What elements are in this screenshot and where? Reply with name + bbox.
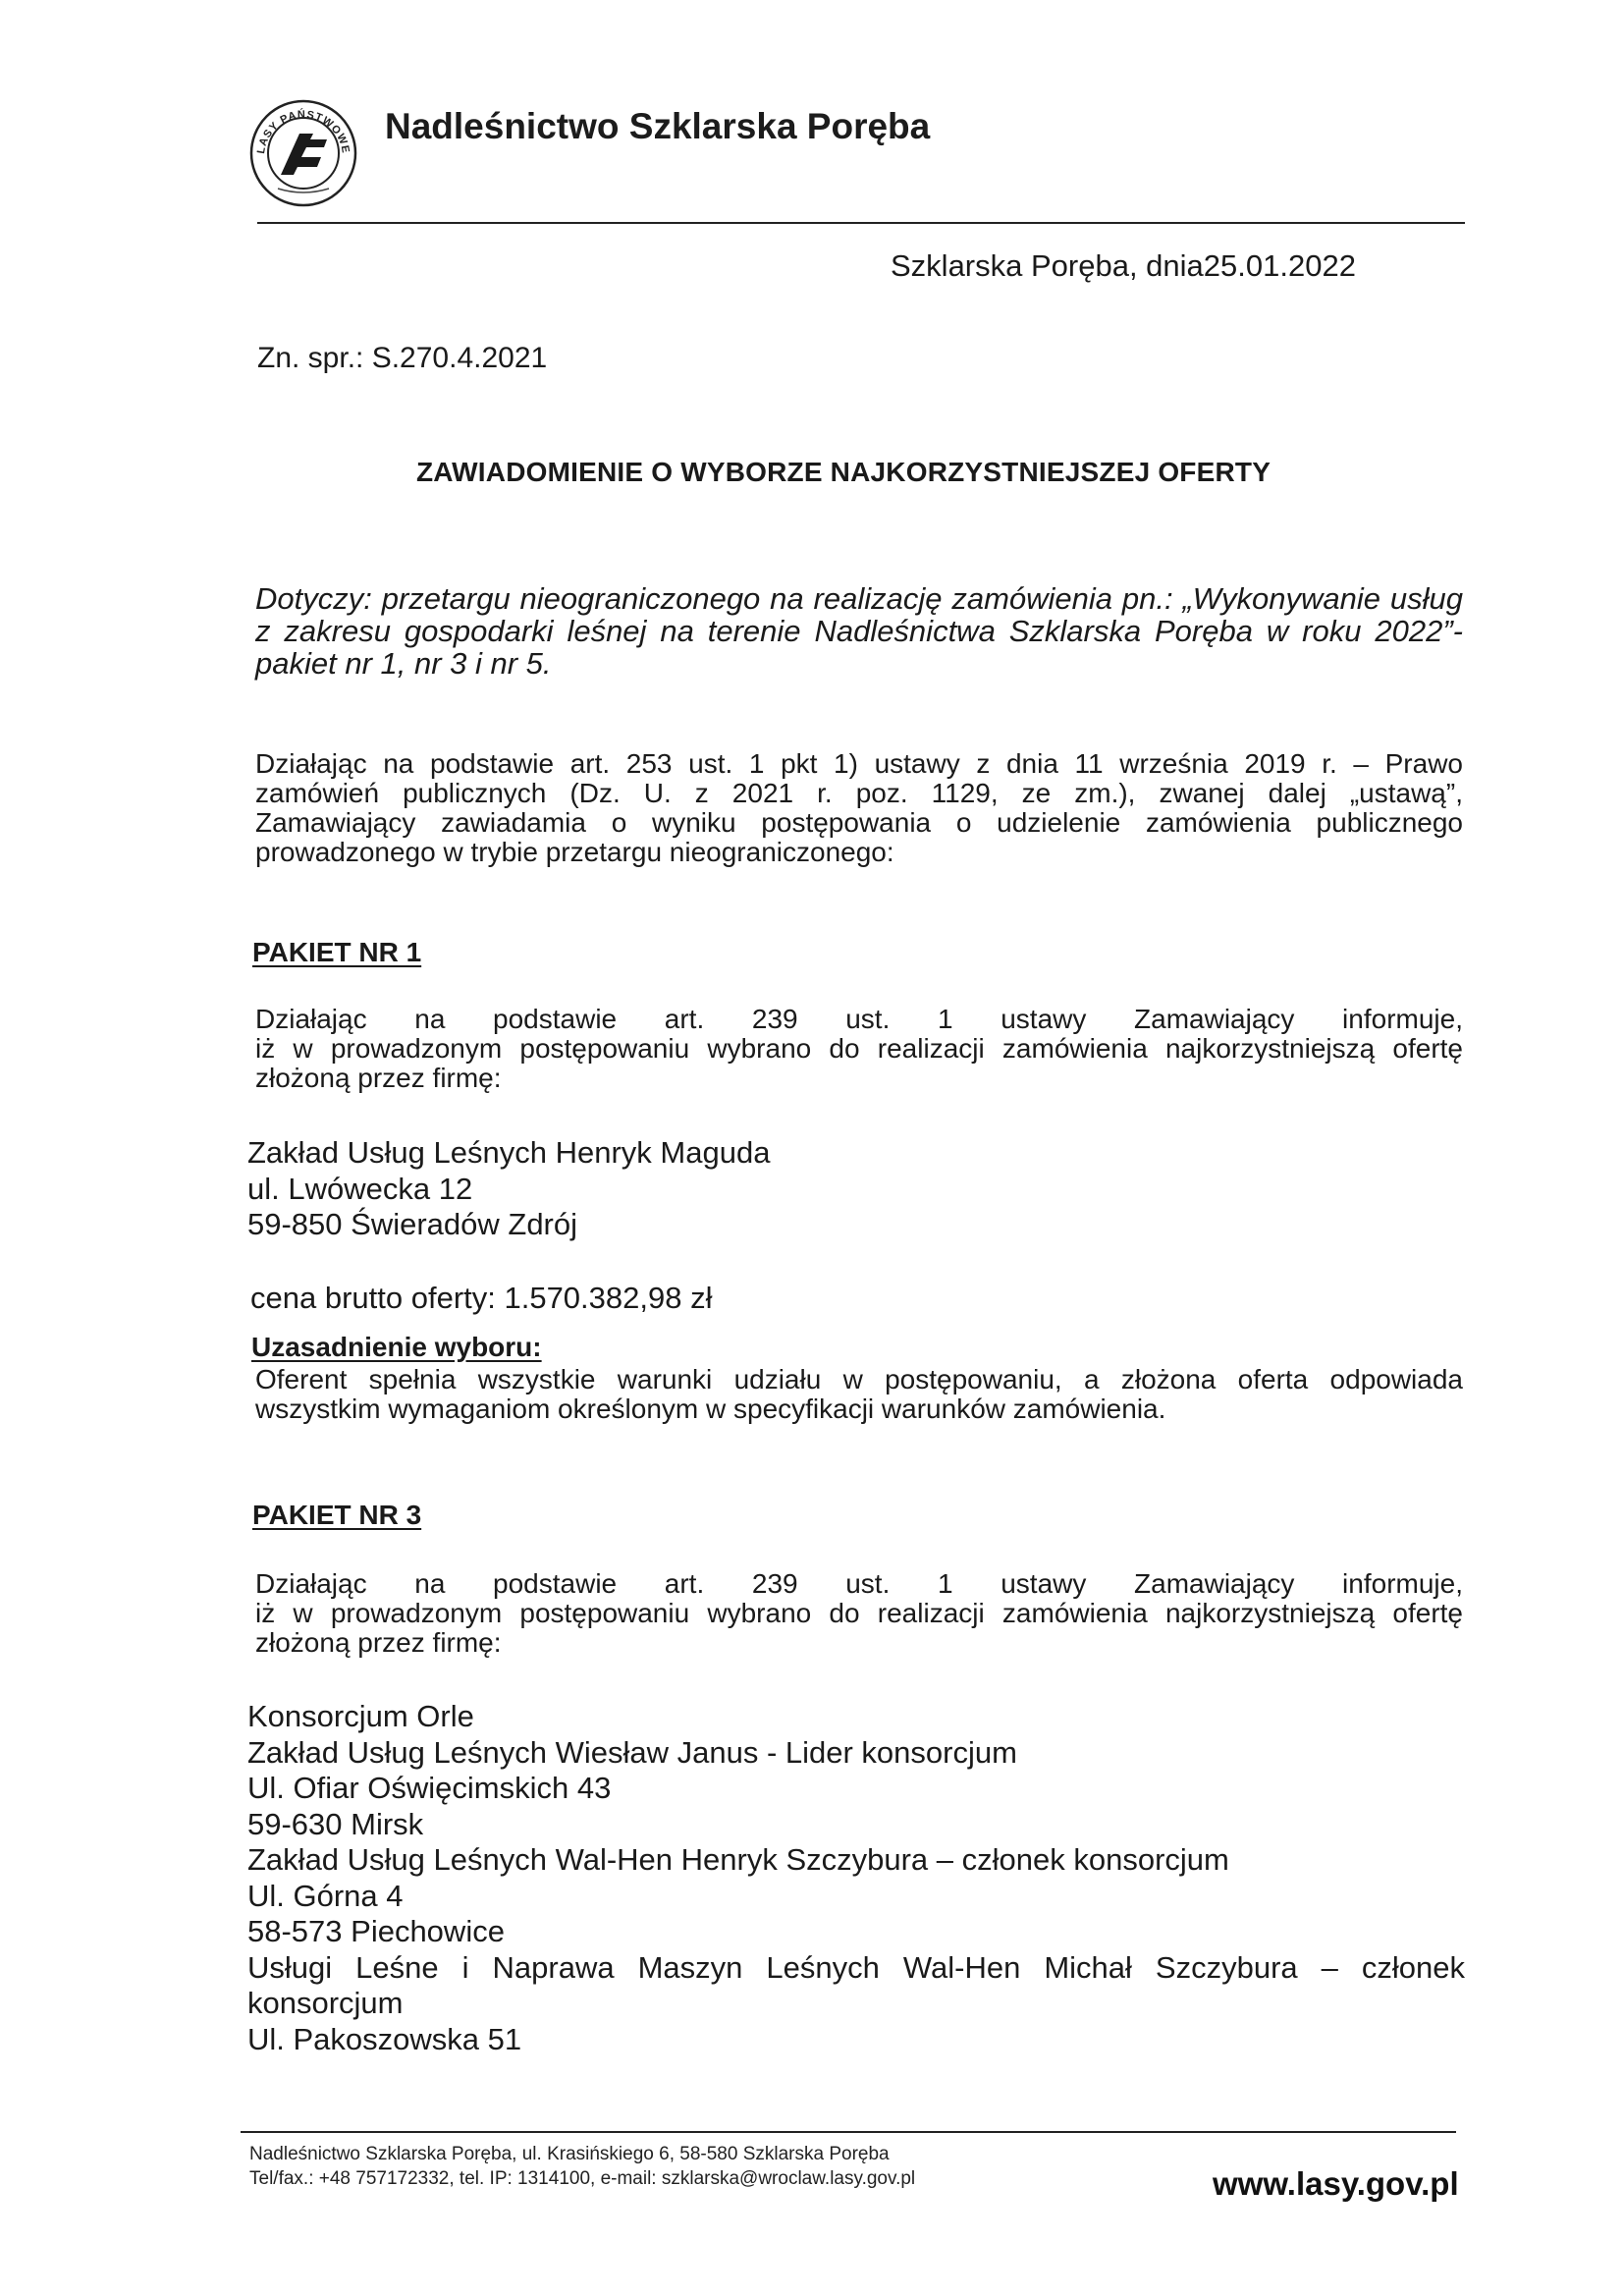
pakiet1-paragraph [255, 1005, 1463, 1093]
pakiet1-line: Działając na podstawie art. 239 ust. 1 ustawy Zamawiający informuje, [255, 1004, 1463, 1034]
pakiet3-heading: PAKIET NR 3 [252, 1500, 422, 1530]
company-line: 59-630 Mirsk [247, 1806, 424, 1841]
intro-line: prowadzonego w trybie przetargu nieograniczonego: [255, 837, 894, 867]
company-line: ul. Lwówecka 12 [247, 1171, 473, 1206]
pakiet1-justification [255, 1365, 1463, 1424]
header-divider [257, 222, 1465, 224]
intro-line: zamówień publicznych (Dz. U. z 2021 r. poz. 1129, ze zm.), zwanej dalej „ustawą”, [255, 778, 1463, 808]
intro-line: Zamawiający zawiadamia o wyniku postępowania o udzielenie zamówienia publicznego [255, 807, 1463, 838]
footer-website-link[interactable]: www.lasy.gov.pl [1213, 2165, 1459, 2202]
organization-name: Nadleśnictwo Szklarska Poręba [385, 106, 931, 146]
footer-divider [241, 2131, 1456, 2133]
subject-line: Dotyczy: przetargu nieograniczonego na realizację zamówienia pn.: „Wykonywanie usług [255, 581, 1463, 616]
company-line: Ul. Pakoszowska 51 [247, 2021, 522, 2056]
company-line: Zakład Usług Leśnych Henryk Maguda [247, 1135, 771, 1170]
intro-line: Działając na podstawie art. 253 ust. 1 pkt 1) ustawy z dnia 11 września 2019 r. – Prawo [255, 748, 1463, 779]
pakiet3-line: iż w prowadzonym postępowaniu wybrano do realizacji zamówienia najkorzystniejszą ofertę [255, 1598, 1463, 1628]
pakiet3-company [247, 1699, 1465, 2057]
company-line: konsorcjum [247, 1986, 404, 2020]
document-title: ZAWIADOMIENIE O WYBORZE NAJKORZYSTNIEJSZEJ OFERTY [416, 457, 1271, 487]
company-line: Usługi Leśne i Naprawa Maszyn Leśnych Wal-Hen Michał Szczybura – członek [247, 1949, 1465, 1985]
company-line: Ul. Ofiar Oświęcimskich 43 [247, 1771, 612, 1805]
intro-paragraph [255, 749, 1463, 867]
company-line: Zakład Usług Leśnych Wal-Hen Henryk Szczybura – członek konsorcjum [247, 1842, 1229, 1877]
pakiet1-line: iż w prowadzonym postępowaniu wybrano do realizacji zamówienia najkorzystniejszą ofertę [255, 1033, 1463, 1064]
company-line: 58-573 Piechowice [247, 1914, 505, 1948]
pakiet3-line: Działając na podstawie art. 239 ust. 1 ustawy Zamawiający informuje, [255, 1568, 1463, 1599]
company-line: Ul. Górna 4 [247, 1878, 404, 1913]
subject-line: pakiet nr 1, nr 3 i nr 5. [255, 646, 552, 681]
lasy-panstwowe-logo [248, 98, 358, 208]
company-line: Zakład Usług Leśnych Wiesław Janus - Lider konsorcjum [247, 1734, 1017, 1770]
footer-address: Nadleśnictwo Szklarska Poręba, ul. Krasińskiego 6, 58-580 Szklarska Poręba [249, 2144, 890, 2164]
pakiet1-line: złożoną przez firmę: [255, 1063, 502, 1093]
pakiet1-company [247, 1135, 770, 1243]
pakiet1-price: cena brutto oferty: 1.570.382,98 zł [250, 1281, 713, 1315]
justification-line: wszystkim wymaganiom określonym w specyfikacji warunków zamówienia. [255, 1394, 1166, 1424]
subject-paragraph [255, 582, 1463, 680]
reference-number: Zn. spr.: S.270.4.2021 [257, 342, 548, 374]
subject-line: z zakresu gospodarki leśnej na terenie Nadleśnictwa Szklarska Poręba w roku 2022”- [255, 614, 1463, 648]
company-line: 59-850 Świeradów Zdrój [247, 1207, 578, 1241]
pakiet3-line: złożoną przez firmę: [255, 1627, 502, 1658]
pakiet1-heading: PAKIET NR 1 [252, 937, 422, 967]
justification-line: Oferent spełnia wszystkie warunki udziału w postępowaniu, a złożona oferta odpowiada [255, 1364, 1463, 1394]
pakiet1-justification-heading: Uzasadnienie wyboru: [251, 1332, 542, 1362]
footer-contact: Tel/fax.: +48 757172332, tel. IP: 1314100, e-mail: szklarska@wroclaw.lasy.gov.pl [249, 2168, 916, 2189]
svg-text:LASY PAŃSTWOWE: LASY PAŃSTWOWE [255, 108, 352, 155]
pakiet3-paragraph [255, 1569, 1463, 1658]
document-date: Szklarska Poręba, dnia25.01.2022 [891, 248, 1356, 283]
company-line: Konsorcjum Orle [247, 1699, 474, 1733]
